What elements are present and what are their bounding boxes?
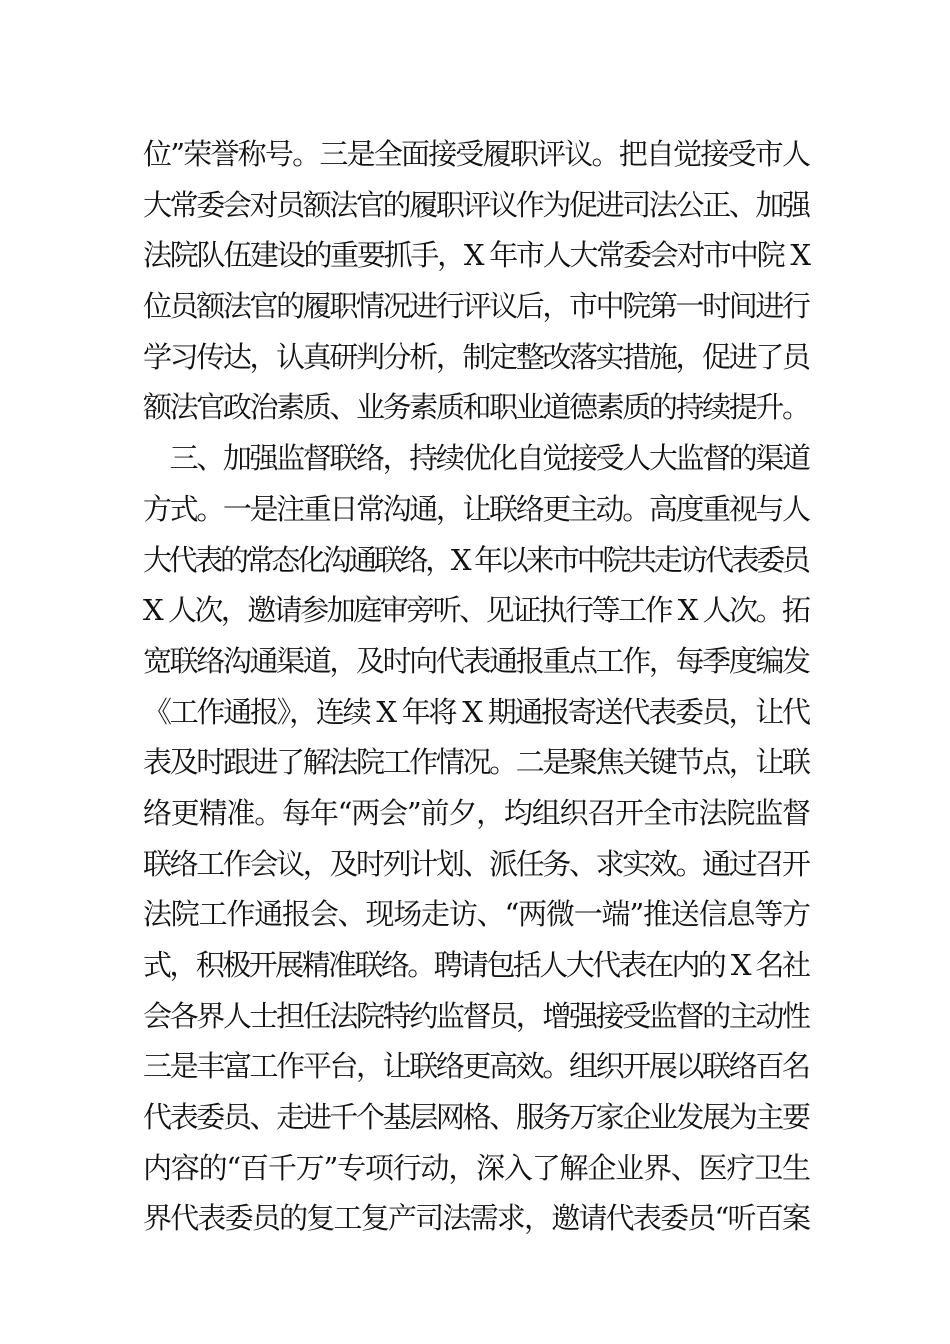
text-line: 法院队伍建设的重要抓手，X 年市人大常委会对市中院 X <box>143 238 809 273</box>
body-text <box>143 129 811 1244</box>
text-line: 大代表的常态化沟通联络，X 年以来市中院共走访代表委员 <box>143 542 808 577</box>
text-line: 式，积极开展精准联络。聘请包括人大代表在内的 X 名社 <box>143 948 809 982</box>
text-line: 络更精准。每年“两会”前夕，均组织召开全市法院监督 <box>143 795 810 830</box>
text-line: 《工作通报》，连续 X 年将 X 期通报寄送代表委员，让代 <box>143 694 809 729</box>
text-line: 方式。一是注重日常沟通，让联络更主动。高度重视与人 <box>143 491 809 526</box>
text-line: 大常委会对员额法官的履职评议作为促进司法公正、加强 <box>143 187 809 222</box>
text-line: X 人次，邀请参加庭审旁听、见证执行等工作 X 人次。拓 <box>143 593 809 628</box>
text-line: 位员额法官的履职情况进行评议后，市中院第一时间进行 <box>143 289 809 324</box>
text-line: 表及时跟进了解法院工作情况。二是聚焦关键节点，让联 <box>143 745 809 780</box>
text-line: 法院工作通报会、现场走访、“两微一端”推送信息等方 <box>143 897 810 932</box>
text-line: 会各界人士担任法院特约监督员，增强接受监督的主动性 <box>143 998 809 1033</box>
text-line: 宽联络沟通渠道，及时向代表通报重点工作，每季度编发 <box>143 643 809 678</box>
text-line: 学习传达，认真研判分析，制定整改落实措施，促进了员 <box>143 339 809 374</box>
text-line: 位”荣誉称号。三是全面接受履职评议。把自觉接受市人 <box>143 137 810 171</box>
text-line: 内容的“百千万”专项行动，深入了解企业界、医疗卫生 <box>143 1150 810 1185</box>
text-line: 额法官政治素质、业务素质和职业道德素质的持续提升。 <box>143 390 809 425</box>
text-line: 三、加强监督联络，持续优化自觉接受人大监督的渠道 <box>143 441 809 476</box>
text-line: 三是丰富工作平台，让联络更高效。组织开展以联络百名 <box>143 1049 809 1084</box>
text-line: 联络工作会议，及时列计划、派任务、求实效。通过召开 <box>143 846 809 881</box>
text-line: 代表委员、走进千个基层网格、服务万家企业发展为主要 <box>143 1100 809 1135</box>
text-line: 界代表委员的复工复产司法需求，邀请代表委员“听百案 <box>143 1201 810 1236</box>
